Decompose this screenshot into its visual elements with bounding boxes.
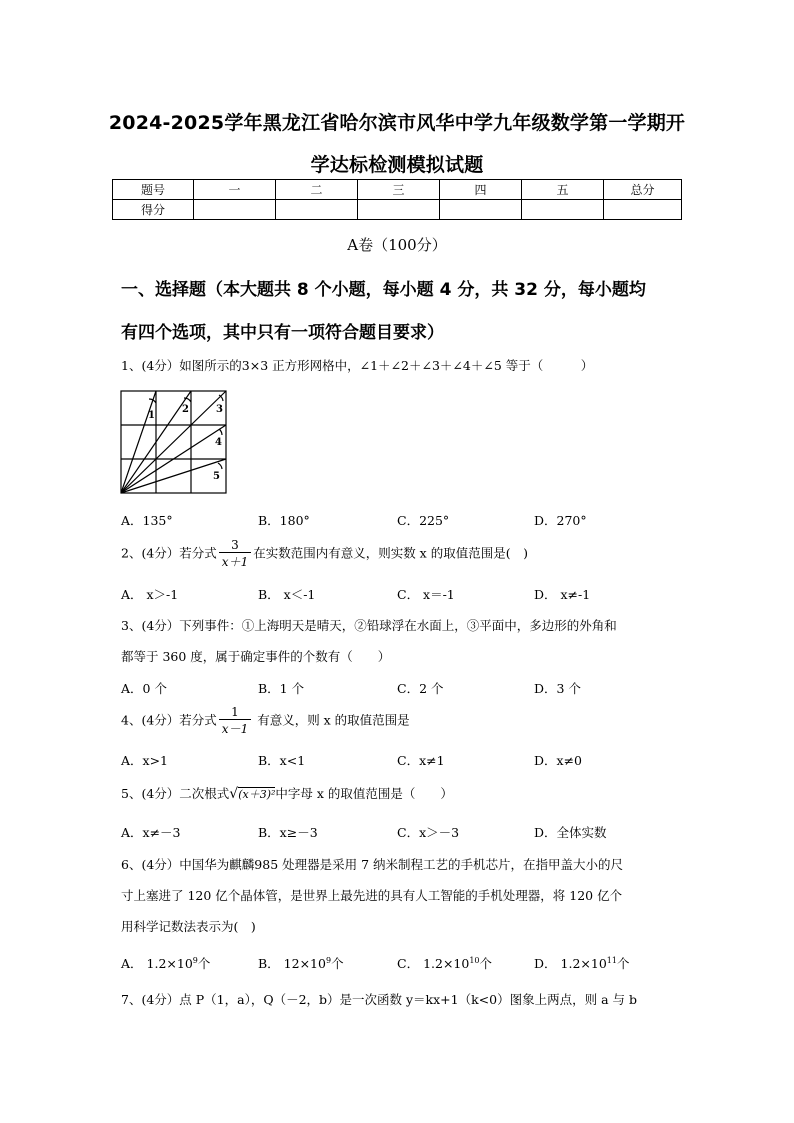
q6-option-a-label: A． xyxy=(121,956,143,971)
radical-sign: √ xyxy=(229,786,239,802)
q6-option-c-label: C． xyxy=(397,956,420,971)
q4-option-d: D．x≠0 xyxy=(534,753,582,768)
q1-option-a: A．135° xyxy=(121,513,173,528)
q5-option-a: A．x≠－3 xyxy=(121,825,181,840)
q4-frac-numerator: 1 xyxy=(219,705,251,720)
score-cell xyxy=(604,200,682,220)
question-6-stem-line-2: 寸上塞进了 120 亿个晶体管，是世界上最先进的具有人工智能的手机处理器，将 120 亿个 xyxy=(121,888,623,903)
score-cell xyxy=(194,200,276,220)
q6-option-b-exp: 9 xyxy=(325,955,332,965)
q6-option-b xyxy=(258,954,344,972)
q6-option-c-unit: 个 xyxy=(479,956,493,971)
section-heading-line-1: 一、选择题（本大题共 8 个小题，每小题 4 分，共 32 分，每小题均 xyxy=(121,280,646,300)
q6-option-d-exp: 11 xyxy=(606,955,617,965)
q6-option-a xyxy=(121,954,210,972)
q6-option-a-unit: 个 xyxy=(197,956,211,971)
score-cell xyxy=(276,200,358,220)
q2-option-b: B． x＜-1 xyxy=(258,587,316,602)
table-cell: 三 xyxy=(358,180,440,200)
score-cell xyxy=(358,200,440,220)
question-3-stem-line-1: 3、(4分）下列事件：①上海明天是晴天，②铅球浮在水面上，③平面中，多边形的外角和 xyxy=(121,618,617,633)
table-cell: 一 xyxy=(194,180,276,200)
q2-frac-denominator: x＋1 xyxy=(221,555,249,569)
q6-option-b-coef: 12×10 xyxy=(283,956,326,971)
q2-fraction xyxy=(219,538,251,570)
q2-option-c: C． x＝-1 xyxy=(397,587,455,602)
q3-option-a: A．0 个 xyxy=(121,681,167,696)
q3-option-d: D．3 个 xyxy=(534,681,581,696)
grid-figure xyxy=(119,389,231,497)
q6-option-c xyxy=(397,954,492,972)
q5-stem-pre: 5、(4分）二次根式 xyxy=(121,786,230,801)
score-table xyxy=(112,179,682,220)
figure-label-5: 5 xyxy=(213,471,220,482)
section-heading-line-2: 有四个选项，其中只有一项符合题目要求） xyxy=(121,323,444,343)
q6-option-d-unit: 个 xyxy=(616,956,630,971)
score-cell xyxy=(440,200,522,220)
q4-stem-pre: 4、(4分）若分式 xyxy=(121,712,217,728)
score-cell xyxy=(522,200,604,220)
q4-stem-post: 有意义，则 x 的取值范围是 xyxy=(257,712,410,728)
q1-option-b: B．180° xyxy=(258,513,310,528)
q2-option-a: A． x＞-1 xyxy=(121,587,179,602)
question-5-stem xyxy=(121,784,453,802)
question-6-stem-line-1: 6、(4分）中国华为麒麟985 处理器是采用 7 纳米制程工艺的手机芯片，在指甲盖大小的尺 xyxy=(121,857,624,872)
table-cell: 二 xyxy=(276,180,358,200)
q5-radicand: (x＋3)² xyxy=(238,788,276,801)
q4-option-c: C．x≠1 xyxy=(397,753,445,768)
q6-option-a-coef: 1.2×10 xyxy=(146,956,193,971)
q2-frac-numerator: 3 xyxy=(219,538,251,553)
q2-stem-pre: 2、(4分）若分式 xyxy=(121,545,217,561)
table-cell: 四 xyxy=(440,180,522,200)
figure-label-1: 1 xyxy=(148,410,155,421)
q3-option-b: B．1 个 xyxy=(258,681,305,696)
q2-stem-post: 在实数范围内有意义，则实数 x 的取值范围是( ) xyxy=(253,545,528,561)
table-cell: 得分 xyxy=(113,200,194,220)
q6-option-a-exp: 9 xyxy=(192,955,198,965)
q5-stem-post: 中字母 x 的取值范围是（ ） xyxy=(275,786,453,801)
q5-option-d: D．全体实数 xyxy=(534,825,607,840)
question-6-stem-line-3: 用科学记数法表示为( ) xyxy=(121,919,256,934)
q6-option-c-exp: 10 xyxy=(469,955,480,965)
table-cell: 题号 xyxy=(113,180,194,200)
q4-frac-denominator: x－1 xyxy=(221,722,249,736)
q6-option-b-unit: 个 xyxy=(331,956,344,971)
q5-option-c: C．x＞－3 xyxy=(397,825,460,840)
q6-option-d xyxy=(534,954,629,972)
q4-fraction xyxy=(219,705,251,737)
q6-option-b-label: B． xyxy=(258,956,280,971)
q1-option-d: D．270° xyxy=(534,513,587,528)
figure-label-2: 2 xyxy=(182,404,189,415)
figure-label-4: 4 xyxy=(215,437,222,448)
score-table-score-row xyxy=(113,200,682,220)
q3-option-c: C．2 个 xyxy=(397,681,444,696)
table-cell: 总分 xyxy=(604,180,682,200)
question-4-stem xyxy=(121,705,410,737)
question-7-stem: 7、(4分）点 P（1，a），Q（－2，b）是一次函数 y＝kx+1（k<0）图象上两点，则 a 与 b xyxy=(121,992,637,1007)
q5-option-b: B．x≥－3 xyxy=(258,825,318,840)
q6-option-d-label: D． xyxy=(534,956,557,971)
table-cell: 五 xyxy=(522,180,604,200)
question-3-stem-line-2: 都等于 360 度，属于确定事件的个数有（ ） xyxy=(121,649,391,664)
title-line-2: 学达标检测模拟试题 xyxy=(310,154,484,176)
figure-label-3: 3 xyxy=(216,404,223,415)
q4-option-a: A．x>1 xyxy=(121,753,169,768)
q6-option-d-coef: 1.2×10 xyxy=(560,956,607,971)
question-2-stem xyxy=(121,538,528,570)
q4-option-b: B．x<1 xyxy=(258,753,306,768)
q6-option-c-coef: 1.2×10 xyxy=(423,956,470,971)
question-1-stem: 1、(4分）如图所示的3×3 正方形网格中，∠1＋∠2＋∠3＋∠4＋∠5 等于（ ） xyxy=(121,358,594,373)
title-line-1: 2024-2025学年黑龙江省哈尔滨市风华中学九年级数学第一学期开 xyxy=(108,112,686,134)
q2-option-d: D． x≠-1 xyxy=(534,587,591,602)
part-a-heading: A卷（100分） xyxy=(347,236,447,254)
q1-option-c: C．225° xyxy=(397,513,450,528)
score-table-header-row xyxy=(113,180,682,200)
